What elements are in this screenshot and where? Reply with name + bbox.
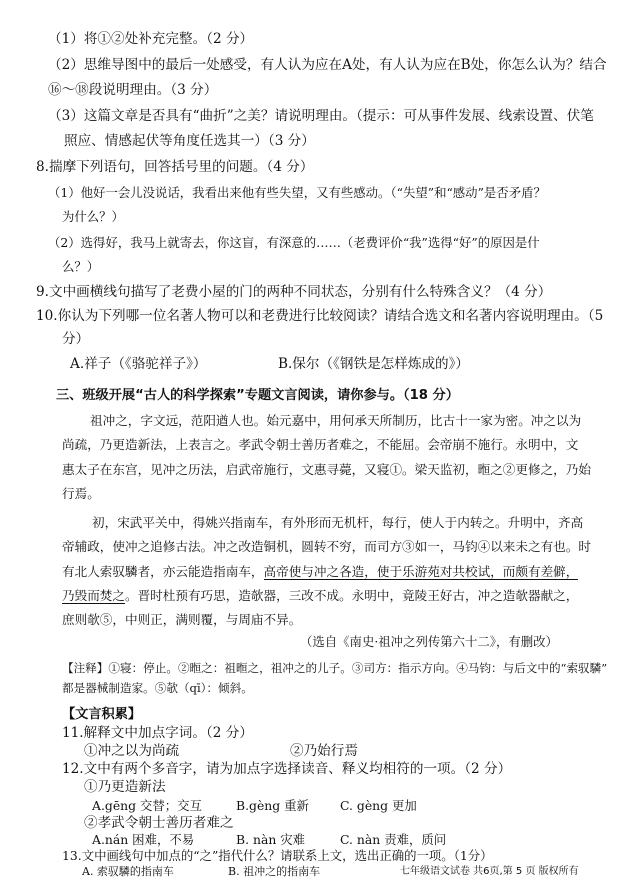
q10-stem-line1: 10.你认为下列哪一位名著人物可以和老费进行比较阅读？请结合选文和名著内容说明理由。（5: [36, 308, 604, 324]
q8-stem: 8.揣摩下列语句，回答括号里的问题。（4 分）: [36, 159, 314, 175]
passage-p2-line3: [62, 562, 578, 582]
q12-item1: ①乃更造新法: [84, 779, 166, 795]
underlined-sentence-part1: 高帝使与冲之各造，使于乐游苑对共校试，而颇有差僻，: [263, 564, 579, 579]
q12-item2-option-a: A.nán 困难，不易: [92, 832, 195, 847]
q13-stem: 13.文中画线句中加点的“之”指代什么？请联系上文，选出正确的一项。（1分）: [62, 848, 493, 863]
q11-stem: 11.解释文中加点字词。（2 分）: [62, 725, 253, 741]
passage-p2-line5: 庶则欹⑤，中则正，满则覆，与周庙不异。: [62, 612, 302, 627]
q7-sub2-line2: ⑯～⑱段说明理由。（3 分）: [48, 82, 218, 98]
q7-sub3-line1: （3）这篇文章是否具有“曲折”之美？请说明理由。（提示：可从事件发展、线索设置、伏笔: [48, 108, 594, 124]
q10-option-b: B.保尔（《钢铁是怎样炼成的》）: [278, 356, 470, 372]
q12-stem: 12.文中有两个多音字，请为加点字选择读音、释义均相符的一项。（2 分）: [62, 761, 512, 777]
passage-p2-line4: [62, 586, 578, 606]
q7-sub2-line1: （2）思维导图中的最后一处感受，有人认为应在A处，有人认为应在B处，你怎么认为？结合: [48, 57, 607, 73]
underlined-sentence-part2: 乃毁而焚之: [62, 588, 125, 603]
passage-p1-line4: 行焉。: [62, 486, 100, 501]
passage-p1-line1: 祖冲之，字文远，范阳遒人也。始元嘉中，用何承天所制历，比古十一家为密。冲之以为: [90, 413, 582, 428]
passage-source: （选自《南史·祖冲之列传第六十二》，有删改）: [300, 634, 558, 649]
q7-sub3-line2: 照应、情感起伏等角度任选其一）（3 分）: [64, 133, 315, 149]
accumulation-title: 【文言积累】: [62, 707, 142, 722]
q10-stem-line2: 分）: [62, 331, 90, 347]
q13-option-b: B. 祖冲之的指南车: [228, 865, 321, 878]
q9-stem: 9.文中画横线句描写了老费小屋的门的两种不同状态，分别有什么特殊含义？（4 分）: [36, 284, 552, 300]
q8-sub2-line2: 么？）: [62, 259, 100, 274]
section-3-title: 三、班级开展“古人的科学探索”专题文言阅读，请你参与。（18 分）: [56, 388, 459, 403]
q12-item1-option-a: A.gēng 交替；交互: [92, 798, 202, 813]
page-footer: 七年级语文试卷 共6页,第 5 页 版权所有: [400, 866, 579, 877]
passage-p2-line3-plain: 有北人索驭驎者，亦云能造指南车，: [62, 564, 264, 579]
q13-option-a: A. 索驭驎的指南车: [82, 865, 174, 878]
q12-item1-option-c: C. gèng 更加: [340, 798, 417, 813]
q12-item2: ②孝武令朝士善历者难之: [84, 815, 234, 831]
q10-option-a: A.祥子（《骆驼祥子》）: [70, 356, 207, 372]
q12-item2-option-b: B. nàn 灾难: [236, 832, 306, 847]
passage-p2-line1: 初，宋武平关中，得姚兴指南车，有外形而无机杆，每行，使人于内转之。升明中，齐高: [92, 515, 584, 530]
q8-sub1-line1: （1）他好一会儿没说话，我看出来他有些失望，又有些感动。（“失望”和“感动”是否矛盾？: [48, 185, 546, 200]
notes-line2: 都是器械制造家。⑤欹（qī）：倾斜。: [62, 681, 253, 695]
q12-item2-option-c: C. nàn 责难，质问: [340, 832, 447, 847]
q8-sub2-line1: （2）选得好，我马上就寄去，你这盲，有深意的……（老费评价“我”选得“好”的原因是什: [48, 235, 540, 250]
q12-item1-option-b: B.gèng 重新: [236, 798, 309, 813]
q8-sub1-line2: 为什么？）: [62, 209, 124, 224]
notes-line1: 【注释】①寝：停止。②暅之：祖暅之，祖冲之的儿子。③司方：指示方向。④马钧：与后文中的“索驭驎”: [62, 661, 608, 675]
q11-item1: ①冲之以为尚疏: [84, 743, 180, 759]
q11-item2: ②乃始行焉: [290, 743, 358, 759]
passage-p2-line4-plain: 。晋时杜预有巧思，造欹器，三改不成。永明中，竟陵王好古，冲之造欹器献之，: [124, 588, 579, 603]
q7-sub1: （1）将①②处补充完整。（2 分）: [48, 31, 254, 47]
passage-p2-line2: 帝辅政，使冲之追修古法。冲之改造铜机，圆转不穷，而司方③如一，马钧④以来未之有也。时: [62, 539, 591, 554]
passage-p1-line2: 尚疏，乃更造新法，上表言之。孝武令朝士善历者难之，不能屈。会帝崩不施行。永明中，文: [62, 437, 579, 452]
passage-p1-line3: 惠太子在东宫，见冲之历法，启武帝施行，文惠寻薨，又寝①。梁天监初，暅之②更修之，乃始: [62, 462, 591, 477]
